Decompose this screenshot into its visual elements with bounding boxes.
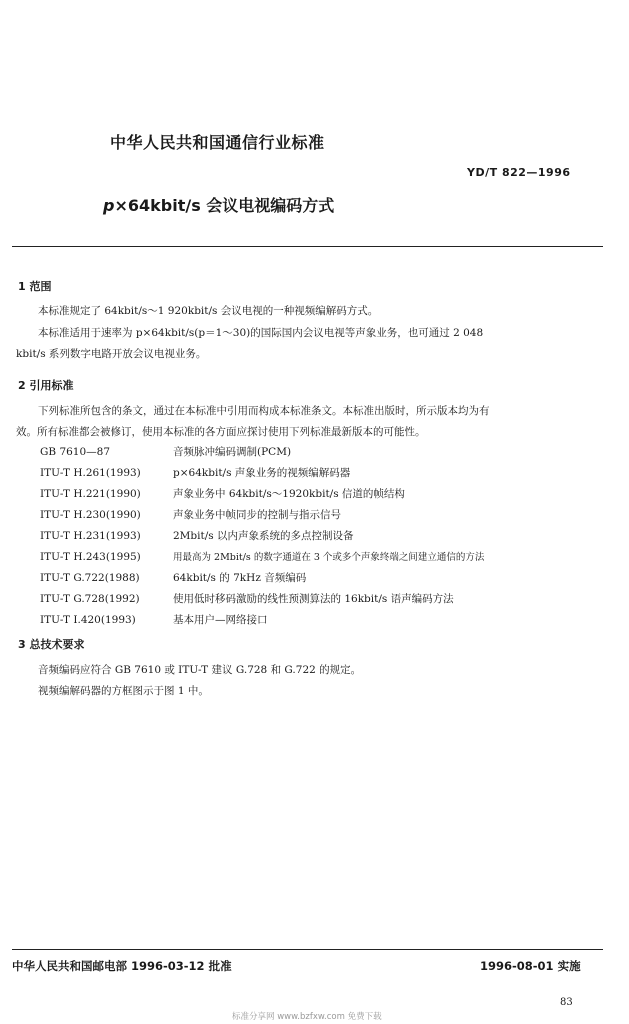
reference-item [40,570,306,585]
reference-code: ITU-T H.243(1995) [40,551,141,563]
reference-code: ITU-T G.722(1988) [40,572,140,584]
reference-item [40,549,484,563]
footer-rule [12,949,603,950]
reference-desc: p×64kbit/s 声象业务的视频编解码器 [173,467,351,479]
section-2-heading: 2 引用标准 [18,379,74,392]
implementation-date: 1996-08-01 实施 [480,959,581,973]
watermark-text: 标准分享网 www.bzfxw.com 免费下载 [232,1012,382,1022]
reference-item [40,486,405,501]
title-variable-p: p [103,196,115,215]
approval-line: 中华人民共和国邮电部 1996-03-12 批准 [12,959,232,973]
reference-item [40,444,291,459]
section-1-para-2-line-2: kbit/s 系列数字电路开放会议电视业务。 [16,348,207,360]
reference-desc: 2Mbit/s 以内声象系统的多点控制设备 [173,530,354,542]
reference-desc: 64kbit/s 的 7kHz 音频编码 [173,572,307,584]
reference-item [40,612,268,627]
document-title [103,193,334,216]
reference-code: GB 7610—87 [40,446,111,458]
section-1-para-1: 本标准规定了 64kbit/s～1 920kbit/s 会议电视的一种视频编解码方式。 [38,305,379,317]
reference-desc: 使用低时移码激励的线性预测算法的 16kbit/s 语声编码方法 [173,593,454,605]
reference-code: ITU-T H.261(1993) [40,467,141,479]
reference-desc: 用最高为 2Mbit/s 的数字通道在 3 个或多个声象终端之间建立通信的方法 [173,552,485,563]
reference-code: ITU-T I.420(1993) [40,614,136,626]
reference-item [40,528,354,543]
section-1-para-2-line-1: 本标准适用于速率为 p×64kbit/s(p＝1～30)的国际国内会议电视等声象业务，也可通过 2 048 [38,327,484,339]
section-3-para-2: 视频编解码器的方框图示于图 1 中。 [38,685,209,697]
section-2-para-1-line-2: 效。所有标准都会被修订，使用本标准的各方面应探讨使用下列标准最新版本的可能性。 [16,426,426,438]
section-1-heading: 1 范围 [18,280,52,293]
section-2-para-1-line-1: 下列标准所包含的条文，通过在本标准中引用而构成本标准条文。本标准出版时，所示版本均为有 [38,405,490,417]
reference-code: ITU-T H.221(1990) [40,488,141,500]
standard-number: YD/T 822—1996 [467,166,571,179]
page-number: 83 [560,997,573,1008]
reference-desc: 音频脉冲编码调制(PCM) [173,446,292,458]
reference-desc: 声象业务中 64kbit/s～1920kbit/s 信道的帧结构 [173,488,405,500]
title-text: ×64kbit/s 会议电视编码方式 [114,196,335,215]
reference-desc: 基本用户—网络接口 [173,614,268,626]
reference-code: ITU-T H.230(1990) [40,509,141,521]
section-3-heading: 3 总技术要求 [18,638,85,651]
reference-item [40,591,454,606]
reference-desc: 声象业务中帧同步的控制与指示信号 [173,509,341,521]
standard-category-title: 中华人民共和国通信行业标准 [110,133,325,152]
reference-code: ITU-T G.728(1992) [40,593,140,605]
header-rule [12,246,603,247]
reference-item [40,507,341,522]
reference-code: ITU-T H.231(1993) [40,530,141,542]
section-3-para-1: 音频编码应符合 GB 7610 或 ITU-T 建议 G.728 和 G.722 的规定。 [38,664,362,676]
reference-item [40,465,350,480]
